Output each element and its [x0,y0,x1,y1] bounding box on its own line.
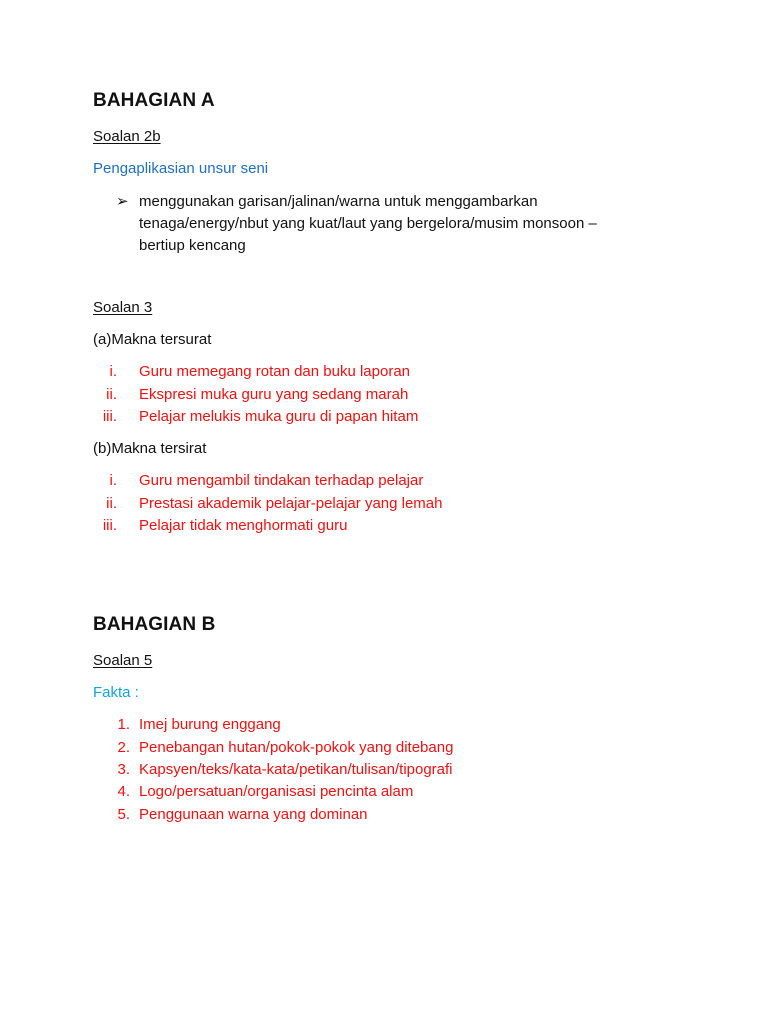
list-item: Guru mengambil tindakan terhadap pelajar [139,472,424,489]
section-a-heading: BAHAGIAN A [93,90,215,111]
list-item: Kapsyen/teks/kata-kata/petikan/tulisan/tipografi [139,761,453,778]
list-marker: 5. [117,806,130,823]
list-marker: iii. [102,517,117,534]
list-item: Logo/persatuan/organisasi pencinta alam [139,783,414,800]
list-item: Imej burung enggang [139,716,281,733]
question-2b-label: Soalan 2b [93,128,161,145]
bullet-arrow-icon: ➢ [116,193,129,210]
list-marker: i. [109,472,117,489]
list-marker: ii. [106,495,117,512]
question-2b-topic: Pengaplikasian unsur seni [93,160,269,177]
list-marker: i. [109,363,117,380]
part-b-label: (b)Makna tersirat [93,440,207,457]
section-b-heading: BAHAGIAN B [93,614,216,635]
list-marker: 3. [117,761,130,778]
question-5-label: Soalan 5 [93,652,153,669]
list-item: Penebangan hutan/pokok-pokok yang ditebang [139,739,454,756]
question-5-topic: Fakta : [93,684,139,701]
list-marker: ii. [106,386,117,403]
list-item: Guru memegang rotan dan buku laporan [139,363,411,380]
list-marker: 4. [117,783,130,800]
part-a-label: (a)Makna tersurat [93,331,212,348]
question-3-label: Soalan 3 [93,299,153,316]
list-item: Penggunaan warna yang dominan [139,806,368,823]
list-marker: 1. [117,716,130,733]
list-item: Pelajar tidak menghormati guru [139,517,348,534]
bullet-line-1: menggunakan garisan/jalinan/warna untuk menggambarkan [139,193,538,210]
list-item: Pelajar melukis muka guru di papan hitam [139,408,419,425]
list-marker: 2. [117,739,130,756]
bullet-line-2: tenaga/energy/nbut yang kuat/laut yang bergelora/musim monsoon – [139,215,597,232]
bullet-line-3: bertiup kencang [139,237,246,254]
list-item: Prestasi akademik pelajar-pelajar yang lemah [139,495,443,512]
list-marker: iii. [102,408,117,425]
list-item: Ekspresi muka guru yang sedang marah [139,386,409,403]
